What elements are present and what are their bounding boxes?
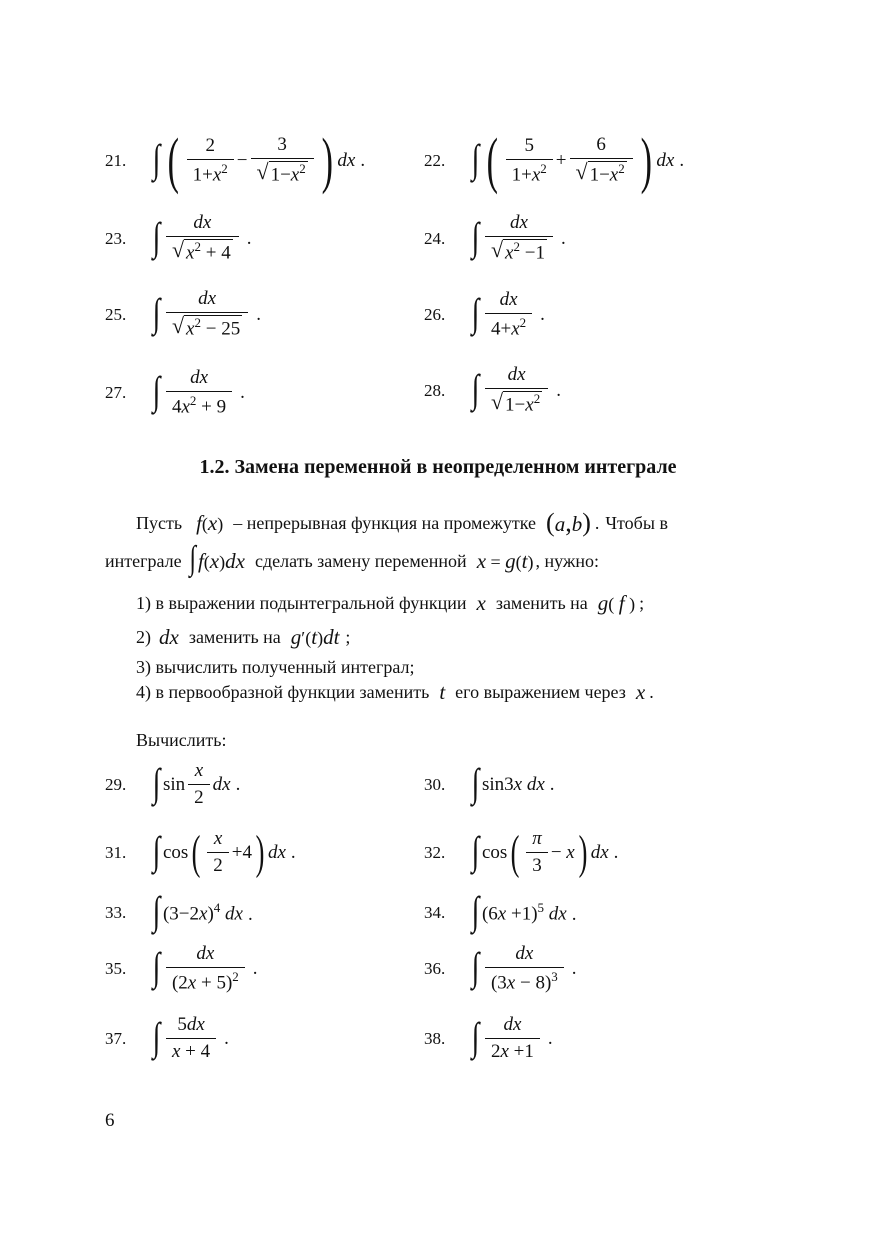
step-3: 3) вычислить полученный интеграл;: [136, 657, 415, 677]
exercise-number: 31.: [105, 843, 127, 862]
integral-sign-icon: ∫: [471, 136, 480, 181]
page-number: 6: [105, 1110, 115, 1131]
exercise-28: 28. ∫ dx √ $1-x^2$ .: [424, 364, 561, 416]
integral-sign-icon: ∫: [152, 214, 161, 259]
integral-sign-icon: ∫: [471, 760, 480, 805]
integral-sign-icon: ∫: [152, 136, 161, 181]
integral-sign-icon: ∫: [152, 828, 161, 873]
integral-sign-icon: ∫: [152, 944, 161, 989]
exercise-31: 31. ∫ cos ( $\frac{x}{2}$ +4 ) dx .: [105, 826, 296, 879]
step-2: 2) dx заменить на g′(t)dt ;: [136, 625, 351, 649]
exercise-number: 33.: [105, 903, 127, 922]
exercise-number: 34.: [424, 903, 446, 922]
exercise-number: 21.: [105, 151, 127, 170]
compute-label: Вычислить:: [136, 730, 227, 750]
integral-sign-icon: ∫: [471, 828, 480, 873]
exercise-38: 38. ∫ $\frac{dx}{2x +1}$ .: [424, 1014, 553, 1063]
exercise-number: 28.: [424, 381, 446, 400]
integral-sign-icon: ∫: [471, 888, 480, 933]
exercise-24: 24. ∫ dx √ $x^2 -1$ .: [424, 212, 566, 264]
exercise-34: 34. ∫ $(6x +1)^5$ dx .: [424, 888, 577, 933]
step-1: 1) в выражении подынтегральной функции x заменить на g( f ) ;: [136, 591, 645, 615]
exercise-number: 30.: [424, 775, 446, 794]
exercise-number: 35.: [105, 959, 127, 978]
exercise-29: 29. ∫ sin $\frac{x}{2}$ dx .: [105, 760, 241, 809]
exercise-30: 30. ∫ sin3x dx .: [424, 760, 555, 805]
exercise-26: 26. ∫ $\frac{dx}{4+x^2}$ .: [424, 288, 545, 340]
exercise-22: 22. ∫ ( $\frac{5}{1+x^2}$ + 6 √ $1-x^2$ ) dx .: [424, 127, 685, 195]
exercise-36: 36. ∫ $\frac{dx}{(3x - 8)^3}$ .: [424, 942, 577, 994]
exercise-number: 22.: [424, 151, 446, 170]
exercise-21: 21. ∫ ( $\frac{2}{1+x^2}$ − 3 √ $1-x^2$ ) dx .: [105, 127, 366, 195]
intro-line-2: интеграле ∫ f(x)dx сделать замену переменной x = g(t) , нужно:: [105, 540, 599, 577]
exercise-32: 32. ∫ cos ( $\frac{\pi}{3}$ − x ) dx .: [424, 826, 619, 879]
exercise-number: 23.: [105, 229, 127, 248]
integral-sign-icon: ∫: [152, 1014, 161, 1059]
exercise-35: 35. ∫ $\frac{dx}{(2x + 5)^2}$ .: [105, 942, 258, 994]
exercise-number: 27.: [105, 383, 127, 402]
intro-line-1: Пусть f(x) – непрерывная функция на промежутке (a,b) . Чтобы в: [136, 508, 668, 537]
integral-sign-icon: ∫: [471, 1014, 480, 1059]
integral-sign-icon: ∫: [189, 540, 196, 577]
integral-sign-icon: ∫: [471, 214, 480, 259]
exercise-27: 27. ∫ $\frac{dx}{4x^2 + 9}$ .: [105, 366, 245, 418]
exercise-37: 37. ∫ $\frac{5dx}{x + 4}$ .: [105, 1014, 229, 1063]
exercise-number: 25.: [105, 305, 127, 324]
integral-sign-icon: ∫: [471, 290, 480, 335]
exercise-number: 29.: [105, 775, 127, 794]
exercise-number: 26.: [424, 305, 446, 324]
integral-sign-icon: ∫: [152, 368, 161, 413]
integral-sign-icon: ∫: [152, 888, 161, 933]
integral-sign-icon: ∫: [152, 760, 161, 805]
exercise-number: 36.: [424, 959, 446, 978]
exercise-23: 23. ∫ dx √ $x^2 + 4$ .: [105, 212, 252, 264]
exercise-number: 32.: [424, 843, 446, 862]
exercise-number: 38.: [424, 1029, 446, 1048]
exercise-33: 33. ∫ $(3-2x)^4$ dx .: [105, 888, 253, 933]
integral-sign-icon: ∫: [152, 290, 161, 335]
exercise-number: 24.: [424, 229, 446, 248]
integral-sign-icon: ∫: [471, 366, 480, 411]
section-title: 1.2. Замена переменной в неопределенном интеграле: [199, 456, 677, 478]
exercise-25: 25. ∫ dx √ $x^2 - 25$ .: [105, 288, 261, 340]
step-4: 4) в первообразной функции заменить t его выражением через x .: [136, 680, 654, 704]
exercise-number: 37.: [105, 1029, 127, 1048]
integral-sign-icon: ∫: [471, 944, 480, 989]
